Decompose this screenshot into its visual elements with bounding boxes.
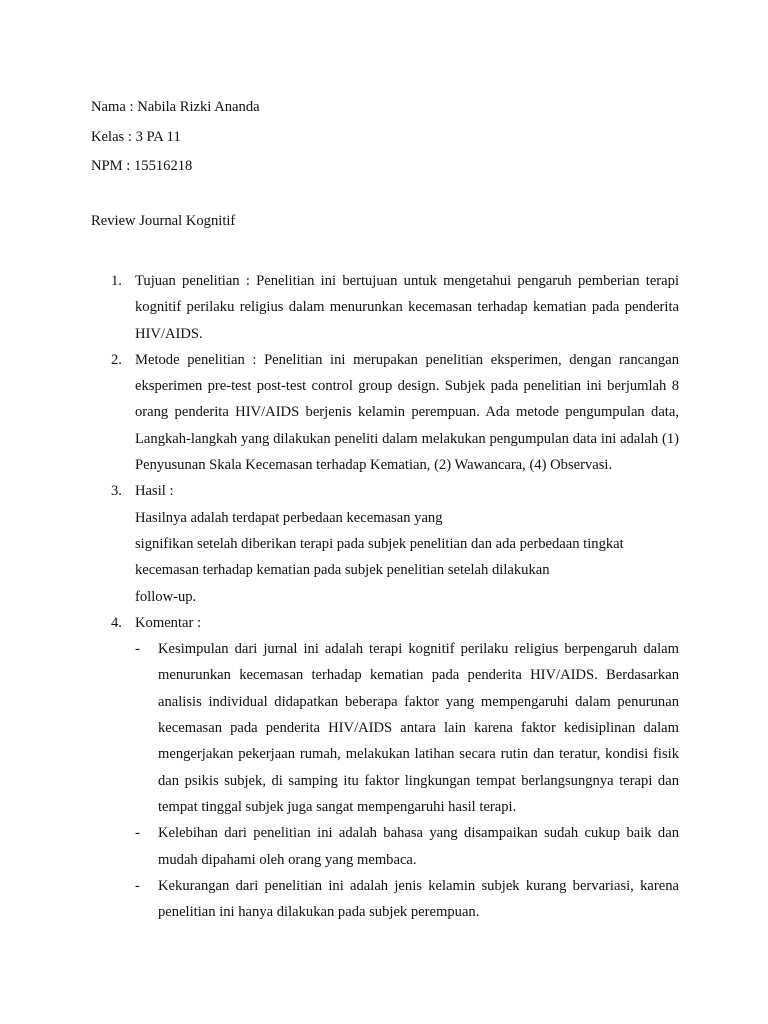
student-info	[91, 93, 260, 182]
bullet-dash: -	[135, 641, 140, 658]
bullet-text: Kesimpulan dari jurnal ini adalah terapi kognitif perilaku religius berpengaruh dalam menurunkan kecemasan terhadap kematian pada penderita HIV/AIDS. Berdasarkan analisis individual didapatkan beberapa faktor yang mempengaruhi dalam penurunan kecemasan pada penderita HIV/AIDS antara lain karena faktor kedisiplinan dalam mengerjakan pekerjaan rumah, melakukan latihan secara rutin dan teratur, kondisi fisik dan psikis subjek, di samping itu faktor lingkungan tempat berlangsungnya terapi dan tempat tinggal subjek juga sangat mempengaruhi hasil terapi.	[158, 641, 679, 815]
bullet-kekurangan	[135, 873, 679, 926]
list-item-metode	[91, 347, 679, 478]
student-npm: NPM : 15516218	[91, 158, 193, 174]
list-item-text: Tujuan penelitian : Penelitian ini bertujuan untuk mengetahui pengaruh pemberian terapi kognitif perilaku religius dalam menurunkan kecemasan terhadap kematian pada penderita HIV/AIDS.	[135, 273, 679, 342]
bullet-kesimpulan	[135, 636, 679, 820]
bullet-dash: -	[135, 825, 140, 842]
list-item-tujuan	[91, 268, 679, 347]
list-number: 3.	[111, 483, 122, 500]
list-number: 1.	[111, 273, 122, 289]
hasil-line: signifikan setelah diberikan terapi pada subjek penelitian dan ada perbedaan tingkat	[135, 535, 624, 552]
student-class: Kelas : 3 PA 11	[91, 128, 181, 145]
student-name: Nama : Nabila Rizki Ananda	[91, 99, 260, 115]
review-list	[91, 268, 679, 925]
list-number: 4.	[111, 614, 122, 631]
bullet-dash: -	[135, 877, 140, 894]
list-number: 2.	[111, 351, 122, 368]
review-title: Review Journal Kognitif	[91, 213, 236, 229]
hasil-line: follow-up.	[135, 588, 197, 605]
list-item-text: Metode penelitian : Penelitian ini merupakan penelitian eksperimen, dengan rancangan eksperimen pre-test post-test control group design. Subjek pada penelitian ini berjumlah 8 orang penderita HIV/AIDS berjenis kelamin perempuan. Ada metode pengumpulan data, Langkah-langkah yang dilakukan peneliti dalam melakukan pengumpulan data ini adalah (1) Penyusunan Skala Kecemasan terhadap Kematian, (2) Wawancara, (4) Observasi.	[135, 351, 679, 474]
hasil-line: kecemasan terhadap kematian pada subjek penelitian setelah dilakukan	[135, 562, 550, 579]
bullet-text: Kekurangan dari penelitian ini adalah jenis kelamin subjek kurang bervariasi, karena penelitian ini hanya dilakukan pada subjek perempuan.	[158, 877, 679, 921]
list-item-hasil	[91, 478, 679, 609]
list-item-komentar	[91, 610, 679, 926]
hasil-line: Hasilnya adalah terdapat perbedaan kecemasan yang	[135, 509, 443, 526]
section-heading: Hasil :	[135, 483, 174, 500]
section-heading: Komentar :	[135, 614, 202, 631]
bullet-text: Kelebihan dari penelitian ini adalah bahasa yang disampaikan sudah cukup baik dan mudah dipahami oleh orang yang membaca.	[158, 825, 679, 868]
bullet-kelebihan	[135, 820, 679, 873]
